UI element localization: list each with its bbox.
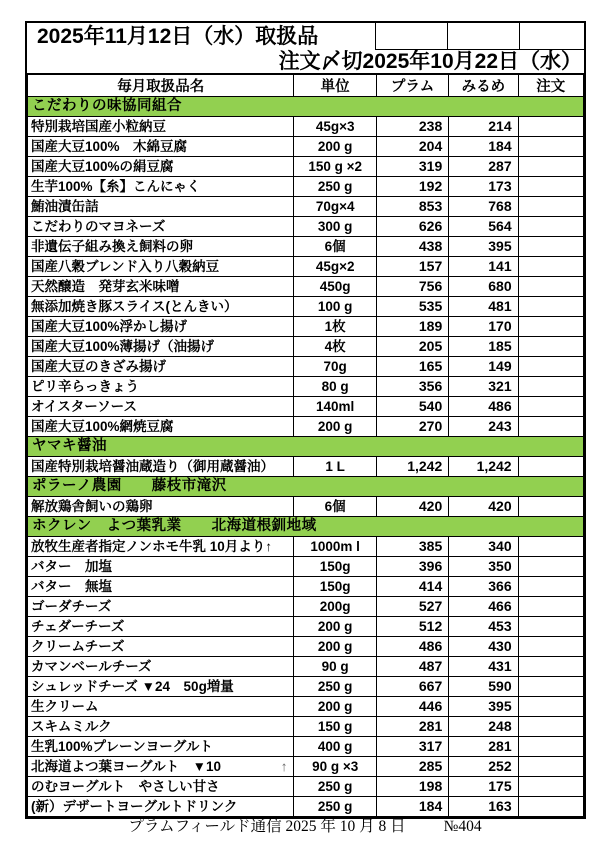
unit-cell: 250 g [294,777,376,797]
mirume-price-cell: 768 [449,197,518,217]
order-cell [518,637,583,657]
order-deadline: 注文〆切2025年10月22日（水） [27,50,584,74]
plum-price-cell: 486 [376,637,448,657]
table-row [28,377,584,397]
item-name-cell: 国産八穀ブレンド入り八穀納豆 [28,257,294,277]
order-cell [518,717,583,737]
unit-cell: 70g×4 [294,197,376,217]
mirume-price-cell: 170 [449,317,518,337]
plum-price-cell: 281 [376,717,448,737]
mirume-price-cell: 184 [449,137,518,157]
item-name-cell: 北海道よつ葉ヨーグルト ▼10 ↑ [28,757,294,777]
plum-price-cell: 853 [376,197,448,217]
table-row [28,417,584,437]
mirume-price-cell: 175 [449,777,518,797]
section-row [28,437,584,457]
unit-cell: 200 g [294,617,376,637]
order-cell [518,257,583,277]
plum-price-cell: 385 [376,537,448,557]
plum-price-cell: 396 [376,557,448,577]
section-row [28,477,584,497]
mirume-price-cell: 430 [449,637,518,657]
plum-price-cell: 356 [376,377,448,397]
mirume-price-cell: 1,242 [449,457,518,477]
section-row [28,97,584,117]
section-title: ヤマキ醤油 [28,437,584,457]
plum-price-cell: 535 [376,297,448,317]
plum-price-cell: 487 [376,657,448,677]
order-cell [518,597,583,617]
table-row [28,397,584,417]
table-row [28,137,584,157]
mirume-price-cell: 453 [449,617,518,637]
order-cell [518,157,583,177]
item-name-cell: 国産大豆のきざみ揚げ [28,357,294,377]
mirume-price-cell: 395 [449,237,518,257]
mirume-price-cell: 680 [449,277,518,297]
unit-cell: 150 g [294,717,376,737]
mirume-price-cell: 321 [449,377,518,397]
item-name-cell: スキムミルク [28,717,294,737]
unit-cell: 200 g [294,637,376,657]
mirume-price-cell: 185 [449,337,518,357]
order-cell [518,217,583,237]
mirume-price-cell: 350 [449,557,518,577]
item-name-cell: バター 無塩 [28,577,294,597]
price-table [27,74,584,817]
order-cell [518,777,583,797]
unit-cell: 140ml [294,397,376,417]
plum-price-cell: 540 [376,397,448,417]
order-cell [518,577,583,597]
mirume-price-cell: 163 [449,797,518,817]
plum-price-cell: 192 [376,177,448,197]
unit-cell: 300 g [294,217,376,237]
order-cell [518,337,583,357]
table-row [28,697,584,717]
item-name-cell: カマンベールチーズ [28,657,294,677]
plum-price-cell: 414 [376,577,448,597]
plum-price-cell: 756 [376,277,448,297]
page-title: 2025年11月12日（水）取扱品 [37,25,319,48]
unit-cell: 200g [294,597,376,617]
column-header-plum: プラム [376,75,448,97]
title-row [27,23,584,50]
item-name-cell: 生芋100%【糸】こんにゃく [28,177,294,197]
column-header-order: 注文 [518,75,583,97]
column-header-product: 毎月取扱品名 [28,75,294,97]
table-row [28,317,584,337]
plum-price-cell: 285 [376,757,448,777]
footer [25,814,585,836]
up-arrow-icon: ↑ [280,759,288,774]
table-row [28,177,584,197]
table-row [28,277,584,297]
mirume-price-cell: 252 [449,757,518,777]
item-name-cell: ピリ辛らっきょう [28,377,294,397]
unit-cell: 200 g [294,417,376,437]
item-name-cell: 鮪油漬缶詰 [28,197,294,217]
mirume-price-cell: 466 [449,597,518,617]
order-cell [518,737,583,757]
unit-cell: 4枚 [294,337,376,357]
order-cell [518,137,583,157]
table-row [28,617,584,637]
table-row [28,257,584,277]
section-title: こだわりの味協同組合 [28,97,584,117]
item-name-cell: 生乳100%プレーンヨーグルト [28,737,294,757]
item-name-cell: チェダーチーズ [28,617,294,637]
item-name-cell: ゴーダチーズ [28,597,294,617]
plum-price-cell: 438 [376,237,448,257]
plum-price-cell: 319 [376,157,448,177]
plum-price-cell: 527 [376,597,448,617]
unit-cell: 1 L [294,457,376,477]
table-row [28,197,584,217]
unit-cell: 450g [294,277,376,297]
order-cell [518,237,583,257]
mirume-price-cell: 431 [449,657,518,677]
item-name-cell: バター 加塩 [28,557,294,577]
order-cell [518,317,583,337]
table-row [28,157,584,177]
plum-price-cell: 446 [376,697,448,717]
plum-price-cell: 667 [376,677,448,697]
table-row [28,457,584,477]
issue-number: №404 [443,818,482,835]
unit-cell: 90 g ×3 [294,757,376,777]
item-name-cell: 天然醸造 発芽玄米味噌 [28,277,294,297]
mirume-price-cell: 486 [449,397,518,417]
plum-price-cell: 420 [376,497,448,517]
mirume-price-cell: 243 [449,417,518,437]
plum-price-cell: 317 [376,737,448,757]
unit-cell: 6個 [294,237,376,257]
order-cell [518,657,583,677]
table-row [28,597,584,617]
plum-price-cell: 165 [376,357,448,377]
item-name-cell: クリームチーズ [28,637,294,657]
mirume-price-cell: 564 [449,217,518,237]
unit-cell: 1枚 [294,317,376,337]
table-row [28,217,584,237]
unit-cell: 200 g [294,697,376,717]
section-title: ポラーノ農園 藤枝市滝沢 [28,477,584,497]
order-cell [518,457,583,477]
unit-cell: 250 g [294,177,376,197]
mirume-price-cell: 214 [449,117,518,137]
plum-price-cell: 204 [376,137,448,157]
order-cell [518,117,583,137]
mirume-price-cell: 366 [449,577,518,597]
mirume-price-cell: 149 [449,357,518,377]
order-cell [518,377,583,397]
table-frame [25,21,586,819]
item-name-cell: 国産大豆100%浮かし揚げ [28,317,294,337]
section-title: ホクレン よつ葉乳業 北海道根釧地域 [28,517,584,537]
unit-cell: 70g [294,357,376,377]
item-name-cell: (新）デザートヨーグルトドリンク [28,797,294,817]
plum-price-cell: 270 [376,417,448,437]
table-row [28,297,584,317]
order-cell [518,297,583,317]
unit-cell: 150 g ×2 [294,157,376,177]
table-row [28,537,584,557]
unit-cell: 6個 [294,497,376,517]
mirume-price-cell: 590 [449,677,518,697]
item-name-cell: 無添加焼き豚スライス(とんきい） [28,297,294,317]
item-name-cell: 国産大豆100% 木綿豆腐 [28,137,294,157]
table-row [28,737,584,757]
item-name-cell: シュレッドチーズ ▼24 50g増量 [28,677,294,697]
mirume-price-cell: 281 [449,737,518,757]
item-name-cell: 国産大豆100%の絹豆腐 [28,157,294,177]
order-cell [518,177,583,197]
title-empty-cell [519,23,584,50]
unit-cell: 200 g [294,137,376,157]
item-name-cell: 特別栽培国産小粒納豆 [28,117,294,137]
unit-cell: 45g×2 [294,257,376,277]
order-cell [518,677,583,697]
table-row [28,657,584,677]
table-row [28,557,584,577]
mirume-price-cell: 481 [449,297,518,317]
item-name-cell: 解放鶏舎飼いの鶏卵 [28,497,294,517]
unit-cell: 80 g [294,377,376,397]
table-row [28,337,584,357]
order-cell [518,197,583,217]
table-row [28,757,584,777]
table-row [28,637,584,657]
unit-cell: 400 g [294,737,376,757]
order-cell [518,757,583,777]
order-cell [518,557,583,577]
order-cell [518,537,583,557]
title-empty-cell [375,23,447,50]
plum-price-cell: 238 [376,117,448,137]
order-cell [518,497,583,517]
item-name-cell: 放牧生産者指定ノンホモ牛乳 10月より↑ [28,537,294,557]
order-cell [518,357,583,377]
header-row [28,75,584,97]
plum-price-cell: 189 [376,317,448,337]
item-name-cell: 非遺伝子組み換え飼料の卵 [28,237,294,257]
mirume-price-cell: 248 [449,717,518,737]
order-cell [518,697,583,717]
item-name-cell: こだわりのマヨネーズ [28,217,294,237]
plum-price-cell: 512 [376,617,448,637]
unit-cell: 45g×3 [294,117,376,137]
newsletter-title: プラムフィールド通信 2025 年 10 月 8 日 [128,818,406,835]
item-name-cell: 国産大豆100%薄揚げ（油揚げ [28,337,294,357]
mirume-price-cell: 287 [449,157,518,177]
table-row [28,577,584,597]
unit-cell: 1000m l [294,537,376,557]
title-empty-cell [447,23,519,50]
unit-cell: 90 g [294,657,376,677]
plum-price-cell: 205 [376,337,448,357]
item-name-cell: のむヨーグルト やさしい甘さ [28,777,294,797]
mirume-price-cell: 420 [449,497,518,517]
plum-price-cell: 184 [376,797,448,817]
table-row [28,717,584,737]
plum-price-cell: 198 [376,777,448,797]
plum-price-cell: 626 [376,217,448,237]
item-name-cell: 国産特別栽培醤油蔵造り（御用蔵醤油） [28,457,294,477]
unit-cell: 250 g [294,797,376,817]
table-row [28,117,584,137]
unit-cell: 150g [294,577,376,597]
section-row [28,517,584,537]
order-cell [518,617,583,637]
table-row [28,497,584,517]
unit-cell: 100 g [294,297,376,317]
table-row [28,357,584,377]
mirume-price-cell: 395 [449,697,518,717]
column-header-unit: 単位 [294,75,376,97]
order-cell [518,277,583,297]
item-name-cell: 生クリーム [28,697,294,717]
mirume-price-cell: 141 [449,257,518,277]
table-row [28,777,584,797]
unit-cell: 250 g [294,677,376,697]
mirume-price-cell: 173 [449,177,518,197]
order-cell [518,397,583,417]
plum-price-cell: 157 [376,257,448,277]
order-cell [518,417,583,437]
table-row [28,237,584,257]
item-name-cell: 国産大豆100%網焼豆腐 [28,417,294,437]
table-row [28,677,584,697]
unit-cell: 150g [294,557,376,577]
item-name-cell: オイスターソース [28,397,294,417]
column-header-mirume: みるめ [449,75,518,97]
mirume-price-cell: 340 [449,537,518,557]
plum-price-cell: 1,242 [376,457,448,477]
